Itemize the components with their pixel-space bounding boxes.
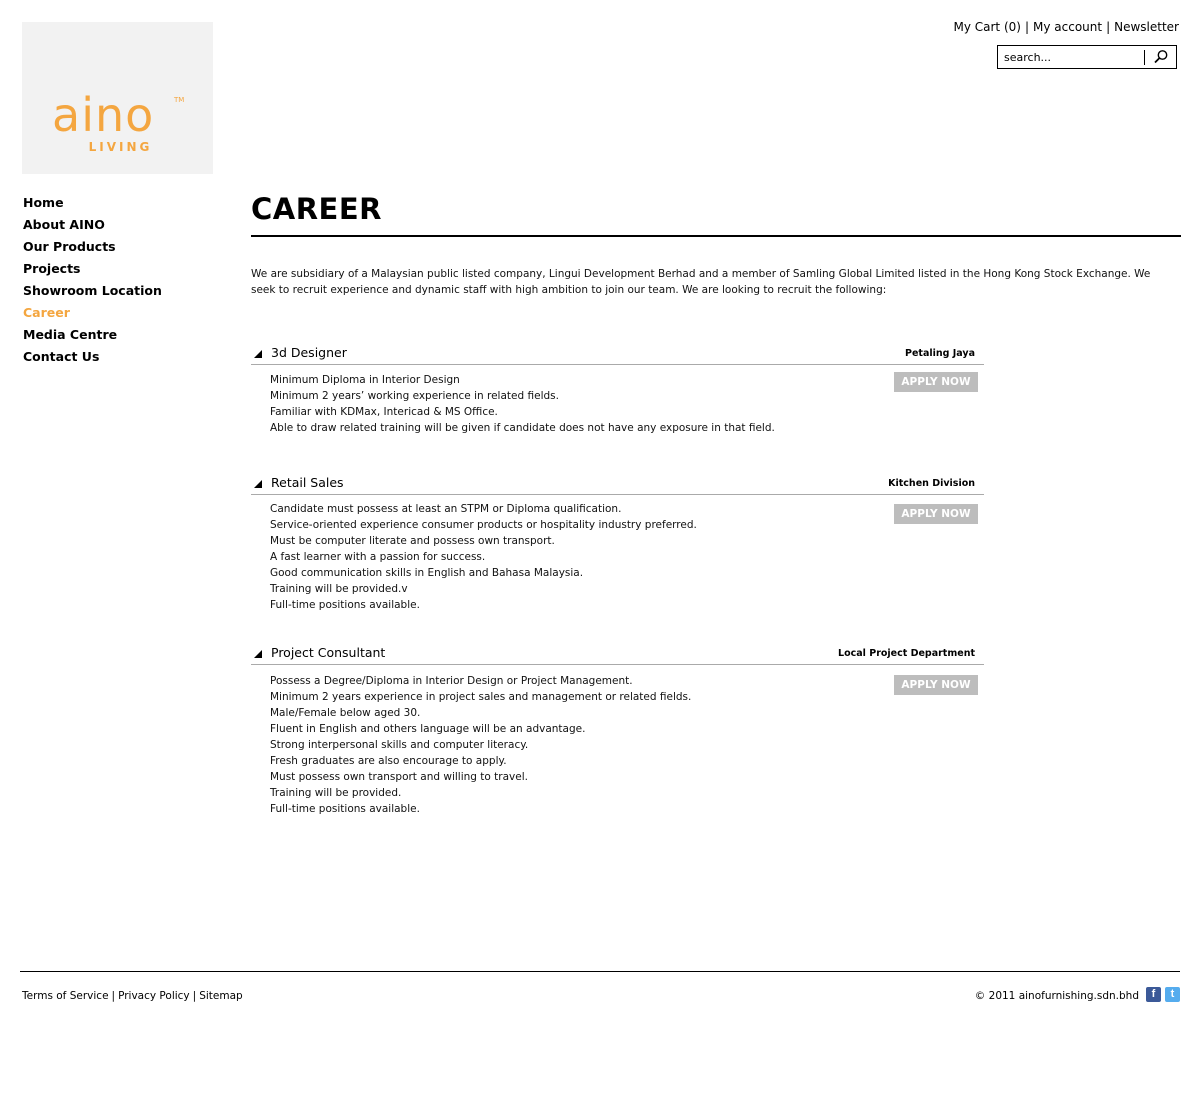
list-item: A fast learner with a passion for success. — [270, 551, 486, 563]
list-item: Familiar with KDMax, Intericad & MS Office. — [270, 406, 498, 418]
list-item: Must possess own transport and willing to travel. — [270, 771, 528, 783]
nav-our-products[interactable]: Our Products — [23, 239, 116, 254]
list-item: Minimum 2 years’ working experience in related fields. — [270, 390, 559, 402]
nav-projects[interactable]: Projects — [23, 261, 81, 276]
intro-text: We are subsidiary of a Malaysian public listed company, Lingui Development Berhad and a member of Samling Global Limited listed in the Hong Kong Stock Exchange. We seek to recruit experience and dynamic staff with high ambition to join our team. We are looking to recruit the following: — [251, 268, 1151, 296]
facebook-icon[interactable] — [1146, 987, 1161, 1002]
collapse-triangle-icon[interactable] — [254, 350, 262, 358]
separator: | — [1106, 20, 1111, 34]
job-requirements — [270, 372, 870, 436]
top-links — [954, 20, 1180, 34]
collapse-triangle-icon[interactable] — [254, 650, 262, 658]
copyright-text: © 2011 ainofurnishing.sdn.bhd — [974, 990, 1139, 1002]
facebook-glyph: f — [1151, 988, 1156, 1000]
search-divider — [1144, 50, 1145, 65]
list-item: Candidate must possess at least an STPM or Diploma qualification. — [270, 503, 622, 515]
apply-now-button[interactable]: APPLY NOW — [894, 504, 978, 524]
job-header[interactable] — [251, 645, 984, 665]
job-location: Local Project Department — [838, 648, 975, 659]
job-requirements — [270, 501, 870, 613]
job-listing — [251, 475, 984, 615]
title-divider — [251, 235, 1181, 237]
list-item: Training will be provided. — [270, 787, 402, 799]
separator: | — [1024, 20, 1029, 34]
list-item: Fresh graduates are also encourage to apply. — [270, 755, 507, 767]
list-item: Strong interpersonal skills and computer literacy. — [270, 739, 529, 751]
job-location: Petaling Jaya — [905, 348, 975, 359]
twitter-icon[interactable] — [1165, 987, 1180, 1002]
nav-contact-us[interactable]: Contact Us — [23, 349, 100, 364]
logo[interactable] — [22, 22, 213, 174]
search-icon — [1151, 48, 1171, 66]
search-input[interactable] — [1004, 49, 1136, 65]
sitemap-link[interactable]: Sitemap — [199, 990, 243, 1002]
nav-career[interactable]: Career — [23, 305, 70, 320]
job-title: Project Consultant — [271, 645, 386, 660]
job-header[interactable] — [251, 345, 984, 365]
nav-showroom-location[interactable]: Showroom Location — [23, 283, 162, 298]
list-item: Minimum Diploma in Interior Design — [270, 374, 460, 386]
list-item: Good communication skills in English and Bahasa Malaysia. — [270, 567, 584, 579]
list-item: Possess a Degree/Diploma in Interior Design or Project Management. — [270, 675, 633, 687]
logo-trademark: TM — [174, 96, 185, 104]
footer-links — [22, 990, 243, 1002]
collapse-triangle-icon[interactable] — [254, 480, 262, 488]
sidebar-nav — [23, 192, 162, 368]
job-requirements — [270, 673, 870, 817]
nav-home[interactable]: Home — [23, 195, 64, 210]
separator: | — [192, 990, 197, 1002]
twitter-glyph: t — [1170, 988, 1175, 1000]
my-account-link[interactable]: My account — [1033, 20, 1103, 34]
list-item: Male/Female below aged 30. — [270, 707, 421, 719]
logo-wordmark: aino — [52, 88, 155, 142]
search-button[interactable] — [1151, 48, 1171, 66]
job-location: Kitchen Division — [888, 478, 975, 489]
list-item: Full-time positions available. — [270, 599, 420, 611]
job-title: 3d Designer — [271, 345, 347, 360]
page-title: CAREER — [251, 192, 383, 226]
list-item: Must be computer literate and possess own transport. — [270, 535, 555, 547]
privacy-policy-link[interactable]: Privacy Policy — [118, 990, 190, 1002]
job-listing — [251, 645, 984, 825]
list-item: Able to draw related training will be given if candidate does not have any exposure in that field. — [270, 422, 775, 434]
list-item: Fluent in English and others language will be an advantage. — [270, 723, 586, 735]
job-header[interactable] — [251, 475, 984, 495]
search-box — [997, 45, 1177, 69]
logo-subtitle: LIVING — [88, 140, 153, 154]
nav-about-aino[interactable]: About AINO — [23, 217, 105, 232]
separator: | — [111, 990, 116, 1002]
apply-now-button[interactable]: APPLY NOW — [894, 372, 978, 392]
list-item: Service-oriented experience consumer products or hospitality industry preferred. — [270, 519, 697, 531]
job-title: Retail Sales — [271, 475, 344, 490]
apply-now-button[interactable]: APPLY NOW — [894, 675, 978, 695]
terms-of-service-link[interactable]: Terms of Service — [22, 990, 109, 1002]
nav-media-centre[interactable]: Media Centre — [23, 327, 118, 342]
list-item: Full-time positions available. — [270, 803, 420, 815]
job-listing — [251, 345, 984, 445]
list-item: Training will be provided.v — [270, 583, 408, 595]
my-cart-link[interactable]: My Cart (0) — [953, 20, 1021, 34]
list-item: Minimum 2 years experience in project sales and management or related fields. — [270, 691, 692, 703]
footer-divider — [20, 971, 1180, 972]
newsletter-link[interactable]: Newsletter — [1114, 20, 1179, 34]
